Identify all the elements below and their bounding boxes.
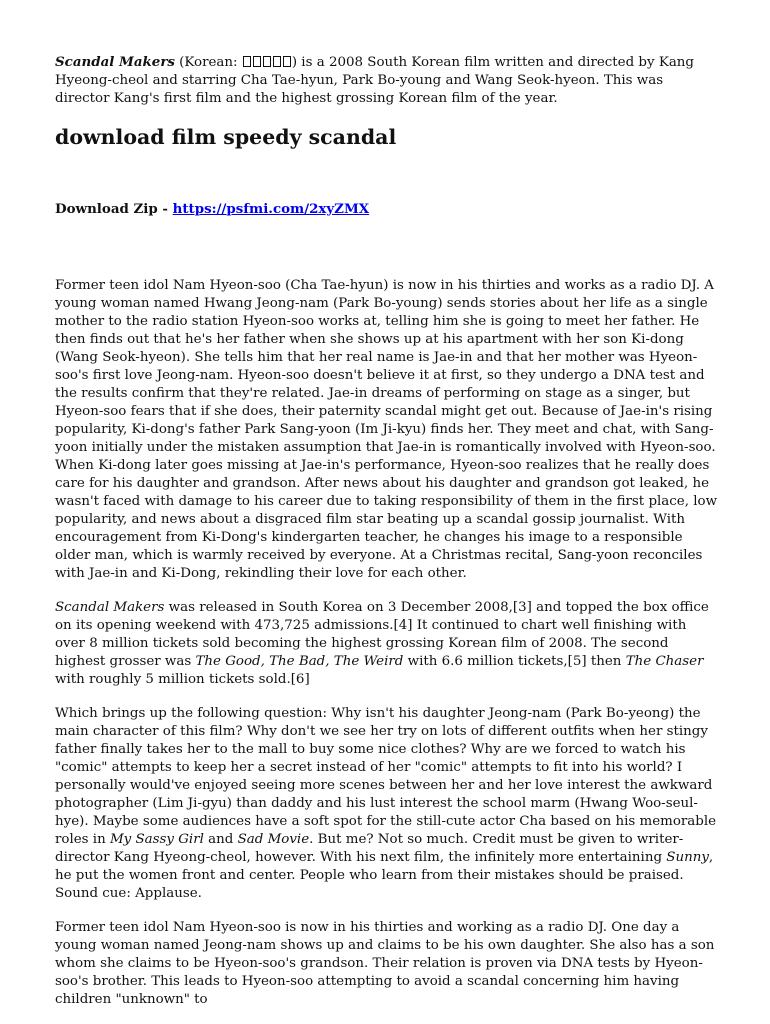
missing-glyph-icon [273, 56, 281, 67]
intro-korean-prefix: (Korean: [174, 55, 242, 70]
release-text-a: was released in South Korea on 3 December 2008,[3] and topped the box office on its opening weekend with 473,725 admissions.[4] It continued to chart well finishing with over 8 million tickets sold becoming the highest grossing Korean film of 2008. The second highest grosser was [55, 600, 709, 669]
film-title-italic: Sunny [666, 850, 709, 865]
document-body [55, 53, 718, 1009]
korean-glyphs [242, 55, 292, 70]
review-text-d: , he put the women front and center. People who learn from their mistakes should be praised. Sound cue: Applause. [55, 850, 714, 901]
film-title-italic: My Sassy Girl [109, 832, 204, 847]
film-title-italic: Sad Movie [237, 832, 310, 847]
film-title-italic: The Good, The Bad, The Weird [195, 654, 404, 669]
film-title-italic: Scandal Makers [55, 54, 175, 70]
release-text-b: with 6.6 million tickets,[5] then [403, 654, 626, 669]
intro-text: ) is a 2008 South Korean film written and directed by Kang Hyeong-cheol and starring Cha Tae-hyun, Park Bo-young and Wang Seok-hyeon. This was director Kang's first film and the highest grossing Korean film of the year. [55, 55, 695, 106]
review-paragraph [55, 705, 718, 903]
review-text-a: Which brings up the following question: Why isn't his daughter Jeong-nam (Park Bo-yeong) the main character of this film? Why don't we see her try on lots of different outfits when her stingy father finally takes her to the mall to buy some nice clothes? Why are we forced to watch his "comic" attempts to keep her a secret instead of her "comic" attempts to fit into his world? I personally would've enjoyed seeing more scenes between her and her love interest the awkward photographer (Lim Ji-gyu) than daddy and his lust interest the school marm (Hwang Woo-seul-hye). Maybe some audiences have a soft spot for the still-cute actor Cha based on his memorable roles in [55, 706, 717, 847]
intro-paragraph [55, 53, 718, 108]
missing-glyph-icon [283, 56, 291, 67]
film-title-italic: Scandal Makers [55, 600, 165, 615]
review-text-b: and [203, 832, 238, 847]
missing-glyph-icon [263, 56, 271, 67]
missing-glyph-icon [253, 56, 261, 67]
plot-paragraph: Former teen idol Nam Hyeon-soo (Cha Tae-hyun) is now in his thirties and works as a radio DJ. A young woman named Hwang Jeong-nam (Park Bo-young) sends stories about her life as a single mother to the radio station Hyeon-soo works at, telling him she is going to meet her father. He then finds out that he's her father when she shows up at his apartment with her son Ki-dong (Wang Seok-hyeon). She tells him that her real name is Jae-in and that her mother was Hyeon-soo's first love Jeong-nam. Hyeon-soo doesn't believe it at first, so they undergo a DNA test and the results confirm that they're related. Jae-in dreams of performing on stage as a singer, but Hyeon-soo fears that if she does, their paternity scandal might get out. Because of Jae-in's rising popularity, Ki-dong's father Park Sang-yoon (Im Ji-kyu) finds her. They meet and chat, with Sang-yoon initially under the mistaken assumption that Jae-in is romantically involved with Hyeon-soo. When Ki-dong later goes missing at Jae-in's performance, Hyeon-soo realizes that he really does care for his daughter and grandson. After news about his daughter and grandson got leaked, he wasn't faced with damage to his career due to taking responsibility of them in the first place, low popularity, and news about a disgraced film star beating up a scandal gossip journalist. With encouragement from Ki-Dong's kindergarten teacher, he changes his image to a responsible older man, which is warmly received by everyone. At a Christmas recital, Sang-yoon reconciles with Jae-in and Ki-Dong, rekindling their love for each other. [55, 278, 718, 581]
summary-paragraph: Former teen idol Nam Hyeon-soo is now in his thirties and working as a radio DJ. One day a young woman named Jeong-nam shows up and claims to be his own daughter. She also has a son whom she claims to be Hyeon-soo's grandson. Their relation is proven via DNA tests by Hyeon-soo's brother. This leads to Hyeon-soo attempting to avoid a scandal concerning him having children "unknown" to [55, 920, 715, 1007]
film-title-italic: The Chaser [625, 654, 704, 669]
download-link[interactable]: https://psfmi.com/2xyZMX [172, 201, 370, 217]
download-label: Download Zip - [55, 201, 173, 217]
review-text-c: . But me? Not so much. Credit must be given to writer-director Kang Hyeong-cheol, however. With his next film, the infinitely more entertaining [55, 832, 684, 865]
page-heading: download film speedy scandal [55, 125, 397, 149]
release-paragraph [55, 599, 718, 689]
missing-glyph-icon [243, 56, 251, 67]
release-text-c: with roughly 5 million tickets sold.[6] [55, 672, 310, 687]
download-line [55, 200, 718, 218]
